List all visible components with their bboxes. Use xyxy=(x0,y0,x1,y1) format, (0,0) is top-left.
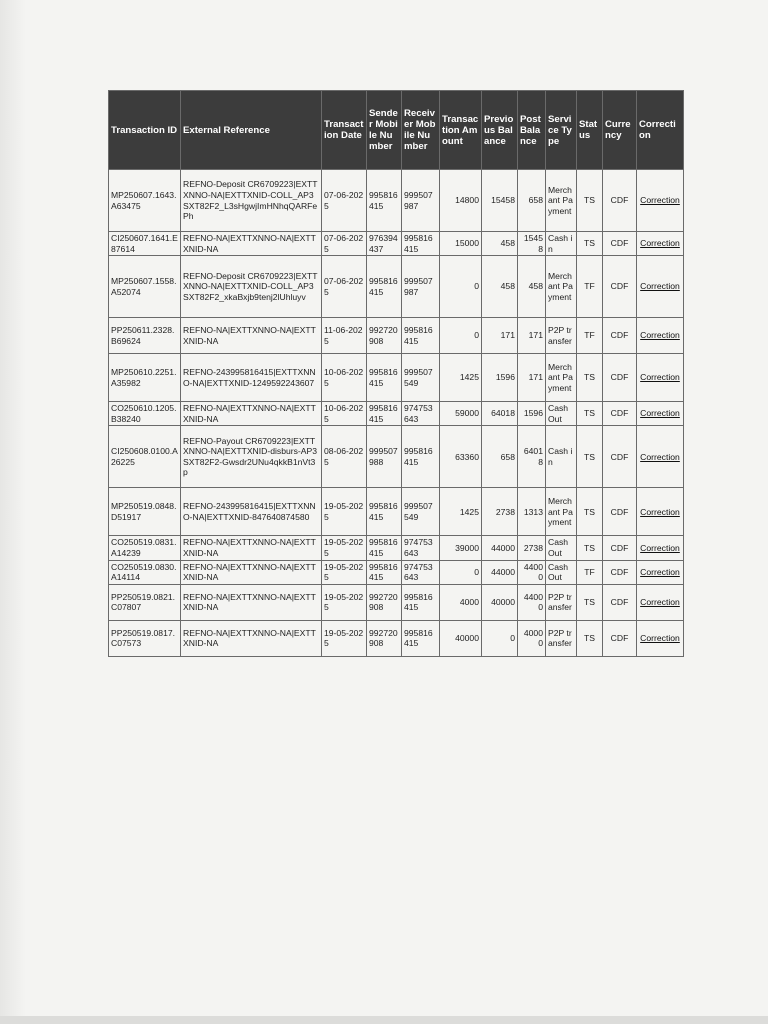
correction-link[interactable]: Correction xyxy=(640,451,680,462)
cell-transaction-id: CO250610.1205.B38240 xyxy=(109,402,181,426)
cell-sender-mobile: 976394437 xyxy=(367,232,402,256)
header-post-balance: Post Balance xyxy=(518,91,546,170)
cell-previous-balance: 44000 xyxy=(482,536,518,560)
cell-transaction-id: CI250608.0100.A26225 xyxy=(109,426,181,488)
cell-post-balance: 2738 xyxy=(518,536,546,560)
cell-sender-mobile: 995816415 xyxy=(367,402,402,426)
cell-correction xyxy=(637,170,684,232)
cell-currency: CDF xyxy=(603,256,637,318)
cell-sender-mobile: 992720908 xyxy=(367,584,402,620)
cell-transaction-id: MP250607.1643.A63475 xyxy=(109,170,181,232)
header-previous-balance: Previous Balance xyxy=(482,91,518,170)
cell-currency: CDF xyxy=(603,584,637,620)
table-row xyxy=(109,536,684,560)
cell-transaction-date: 07-06-2025 xyxy=(322,256,367,318)
cell-sender-mobile: 995816415 xyxy=(367,488,402,536)
cell-external-reference: REFNO-Deposit CR6709223|EXTTXNNO-NA|EXTTXNID-COLL_AP3SXT82F2_xkaBxjb9tenj2lUhluyv xyxy=(181,256,322,318)
cell-status: TS xyxy=(577,402,603,426)
cell-transaction-date: 10-06-2025 xyxy=(322,354,367,402)
cell-status: TS xyxy=(577,536,603,560)
scan-bottom-shadow xyxy=(0,1016,768,1024)
correction-link[interactable]: Correction xyxy=(640,566,680,577)
cell-sender-mobile: 995816415 xyxy=(367,560,402,584)
cell-transaction-id: MP250519.0848.D51917 xyxy=(109,488,181,536)
cell-service-type: P2P transfer xyxy=(546,620,577,656)
cell-post-balance: 171 xyxy=(518,318,546,354)
cell-status: TS xyxy=(577,232,603,256)
cell-sender-mobile: 995816415 xyxy=(367,536,402,560)
cell-transaction-amount: 0 xyxy=(440,256,482,318)
cell-post-balance: 1596 xyxy=(518,402,546,426)
table-row xyxy=(109,354,684,402)
cell-status: TS xyxy=(577,170,603,232)
cell-service-type: Cash Out xyxy=(546,402,577,426)
table-row xyxy=(109,402,684,426)
cell-receiver-mobile: 995816415 xyxy=(402,426,440,488)
cell-transaction-amount: 4000 xyxy=(440,584,482,620)
cell-service-type: P2P transfer xyxy=(546,318,577,354)
cell-sender-mobile: 995816415 xyxy=(367,354,402,402)
cell-receiver-mobile: 999507987 xyxy=(402,170,440,232)
cell-transaction-id: CI250607.1641.E87614 xyxy=(109,232,181,256)
cell-correction xyxy=(637,488,684,536)
scan-left-shadow xyxy=(0,0,26,1024)
correction-link[interactable]: Correction xyxy=(640,195,680,206)
cell-sender-mobile: 992720908 xyxy=(367,620,402,656)
correction-link[interactable]: Correction xyxy=(640,506,680,517)
header-status: Status xyxy=(577,91,603,170)
cell-service-type: Cash Out xyxy=(546,536,577,560)
table-row xyxy=(109,584,684,620)
cell-transaction-amount: 40000 xyxy=(440,620,482,656)
correction-link[interactable]: Correction xyxy=(640,632,680,643)
correction-link[interactable]: Correction xyxy=(640,372,680,383)
cell-previous-balance: 15458 xyxy=(482,170,518,232)
cell-previous-balance: 1596 xyxy=(482,354,518,402)
cell-previous-balance: 44000 xyxy=(482,560,518,584)
cell-external-reference: REFNO-NA|EXTTXNNO-NA|EXTTXNID-NA xyxy=(181,584,322,620)
cell-currency: CDF xyxy=(603,620,637,656)
cell-service-type: Merchant Payment xyxy=(546,170,577,232)
table-row xyxy=(109,488,684,536)
cell-status: TF xyxy=(577,256,603,318)
cell-sender-mobile: 999507988 xyxy=(367,426,402,488)
cell-status: TS xyxy=(577,620,603,656)
header-sender-mobile: Sender Mobile Number xyxy=(367,91,402,170)
cell-transaction-id: PP250611.2328.B69624 xyxy=(109,318,181,354)
cell-external-reference: REFNO-NA|EXTTXNNO-NA|EXTTXNID-NA xyxy=(181,620,322,656)
cell-status: TF xyxy=(577,560,603,584)
cell-external-reference: REFNO-243995816415|EXTTXNNO-NA|EXTTXNID-1249592243607 xyxy=(181,354,322,402)
cell-receiver-mobile: 995816415 xyxy=(402,620,440,656)
cell-currency: CDF xyxy=(603,170,637,232)
cell-post-balance: 44000 xyxy=(518,584,546,620)
cell-transaction-amount: 15000 xyxy=(440,232,482,256)
cell-receiver-mobile: 995816415 xyxy=(402,318,440,354)
correction-link[interactable]: Correction xyxy=(640,238,680,249)
table-row xyxy=(109,256,684,318)
cell-receiver-mobile: 999507987 xyxy=(402,256,440,318)
cell-previous-balance: 458 xyxy=(482,232,518,256)
cell-external-reference: REFNO-Deposit CR6709223|EXTTXNNO-NA|EXTTXNID-COLL_AP3SXT82F2_L3sHgwjImHNhqQARFePh xyxy=(181,170,322,232)
cell-correction xyxy=(637,232,684,256)
cell-correction xyxy=(637,536,684,560)
table-row xyxy=(109,170,684,232)
cell-service-type: Cash in xyxy=(546,232,577,256)
correction-link[interactable]: Correction xyxy=(640,330,680,341)
cell-receiver-mobile: 995816415 xyxy=(402,584,440,620)
cell-previous-balance: 0 xyxy=(482,620,518,656)
cell-transaction-amount: 14800 xyxy=(440,170,482,232)
cell-transaction-id: CO250519.0830.A14114 xyxy=(109,560,181,584)
cell-previous-balance: 658 xyxy=(482,426,518,488)
table-row xyxy=(109,318,684,354)
cell-currency: CDF xyxy=(603,426,637,488)
cell-transaction-id: PP250519.0821.C07807 xyxy=(109,584,181,620)
header-row xyxy=(109,91,684,170)
header-transaction-date: Transaction Date xyxy=(322,91,367,170)
cell-transaction-date: 19-05-2025 xyxy=(322,488,367,536)
cell-transaction-date: 19-05-2025 xyxy=(322,536,367,560)
cell-service-type: Merchant Payment xyxy=(546,354,577,402)
cell-status: TS xyxy=(577,584,603,620)
cell-external-reference: REFNO-NA|EXTTXNNO-NA|EXTTXNID-NA xyxy=(181,318,322,354)
cell-external-reference: REFNO-NA|EXTTXNNO-NA|EXTTXNID-NA xyxy=(181,560,322,584)
cell-transaction-amount: 63360 xyxy=(440,426,482,488)
cell-transaction-date: 19-05-2025 xyxy=(322,560,367,584)
cell-status: TS xyxy=(577,426,603,488)
cell-status: TS xyxy=(577,354,603,402)
cell-transaction-date: 08-06-2025 xyxy=(322,426,367,488)
cell-correction xyxy=(637,584,684,620)
cell-transaction-date: 19-05-2025 xyxy=(322,620,367,656)
correction-link[interactable]: Correction xyxy=(640,542,680,553)
header-receiver-mobile: Receiver Mobile Number xyxy=(402,91,440,170)
cell-transaction-amount: 59000 xyxy=(440,402,482,426)
cell-transaction-amount: 1425 xyxy=(440,488,482,536)
correction-link[interactable]: Correction xyxy=(640,596,680,607)
cell-transaction-id: MP250610.2251.A35982 xyxy=(109,354,181,402)
cell-currency: CDF xyxy=(603,232,637,256)
cell-post-balance: 171 xyxy=(518,354,546,402)
cell-currency: CDF xyxy=(603,536,637,560)
cell-receiver-mobile: 974753643 xyxy=(402,536,440,560)
cell-correction xyxy=(637,620,684,656)
cell-transaction-date: 07-06-2025 xyxy=(322,232,367,256)
cell-previous-balance: 40000 xyxy=(482,584,518,620)
correction-link[interactable]: Correction xyxy=(640,408,680,419)
cell-receiver-mobile: 999507549 xyxy=(402,354,440,402)
cell-post-balance: 458 xyxy=(518,256,546,318)
cell-transaction-date: 19-05-2025 xyxy=(322,584,367,620)
cell-post-balance: 64018 xyxy=(518,426,546,488)
cell-previous-balance: 2738 xyxy=(482,488,518,536)
header-transaction-amount: Transaction Amount xyxy=(440,91,482,170)
cell-transaction-date: 11-06-2025 xyxy=(322,318,367,354)
cell-service-type: Merchant Payment xyxy=(546,488,577,536)
cell-external-reference: REFNO-Payout CR6709223|EXTTXNNO-NA|EXTTXNID-disburs-AP3SXT82F2-Gwsdr2UNu4qkkB1nVt3p xyxy=(181,426,322,488)
cell-service-type: Merchant Payment xyxy=(546,256,577,318)
header-service-type: Service Type xyxy=(546,91,577,170)
cell-transaction-amount: 39000 xyxy=(440,536,482,560)
table-row xyxy=(109,232,684,256)
cell-status: TF xyxy=(577,318,603,354)
cell-correction xyxy=(637,256,684,318)
cell-correction xyxy=(637,560,684,584)
table-row xyxy=(109,620,684,656)
cell-transaction-amount: 0 xyxy=(440,560,482,584)
cell-currency: CDF xyxy=(603,560,637,584)
cell-transaction-id: PP250519.0817.C07573 xyxy=(109,620,181,656)
correction-link[interactable]: Correction xyxy=(640,281,680,292)
cell-currency: CDF xyxy=(603,402,637,426)
cell-transaction-id: MP250607.1558.A52074 xyxy=(109,256,181,318)
cell-post-balance: 40000 xyxy=(518,620,546,656)
cell-transaction-amount: 0 xyxy=(440,318,482,354)
cell-transaction-id: CO250519.0831.A14239 xyxy=(109,536,181,560)
cell-correction xyxy=(637,354,684,402)
cell-post-balance: 44000 xyxy=(518,560,546,584)
header-external-reference: External Reference xyxy=(181,91,322,170)
cell-correction xyxy=(637,426,684,488)
cell-transaction-date: 10-06-2025 xyxy=(322,402,367,426)
cell-receiver-mobile: 974753643 xyxy=(402,402,440,426)
cell-correction xyxy=(637,402,684,426)
table-row xyxy=(109,426,684,488)
cell-previous-balance: 171 xyxy=(482,318,518,354)
transaction-table xyxy=(108,90,684,657)
cell-previous-balance: 458 xyxy=(482,256,518,318)
cell-post-balance: 658 xyxy=(518,170,546,232)
cell-transaction-date: 07-06-2025 xyxy=(322,170,367,232)
header-correction: Correction xyxy=(637,91,684,170)
cell-receiver-mobile: 974753643 xyxy=(402,560,440,584)
cell-transaction-amount: 1425 xyxy=(440,354,482,402)
cell-currency: CDF xyxy=(603,488,637,536)
cell-sender-mobile: 992720908 xyxy=(367,318,402,354)
header-transaction-id: Transaction ID xyxy=(109,91,181,170)
cell-service-type: Cash Out xyxy=(546,560,577,584)
cell-service-type: P2P transfer xyxy=(546,584,577,620)
header-currency: Currency xyxy=(603,91,637,170)
cell-currency: CDF xyxy=(603,354,637,402)
cell-previous-balance: 64018 xyxy=(482,402,518,426)
cell-external-reference: REFNO-NA|EXTTXNNO-NA|EXTTXNID-NA xyxy=(181,232,322,256)
cell-correction xyxy=(637,318,684,354)
cell-sender-mobile: 995816415 xyxy=(367,256,402,318)
cell-receiver-mobile: 999507549 xyxy=(402,488,440,536)
cell-post-balance: 15458 xyxy=(518,232,546,256)
cell-post-balance: 1313 xyxy=(518,488,546,536)
cell-status: TS xyxy=(577,488,603,536)
cell-external-reference: REFNO-NA|EXTTXNNO-NA|EXTTXNID-NA xyxy=(181,402,322,426)
table-row xyxy=(109,560,684,584)
cell-external-reference: REFNO-NA|EXTTXNNO-NA|EXTTXNID-NA xyxy=(181,536,322,560)
cell-sender-mobile: 995816415 xyxy=(367,170,402,232)
cell-service-type: Cash in xyxy=(546,426,577,488)
cell-external-reference: REFNO-243995816415|EXTTXNNO-NA|EXTTXNID-847640874580 xyxy=(181,488,322,536)
cell-currency: CDF xyxy=(603,318,637,354)
cell-receiver-mobile: 995816415 xyxy=(402,232,440,256)
